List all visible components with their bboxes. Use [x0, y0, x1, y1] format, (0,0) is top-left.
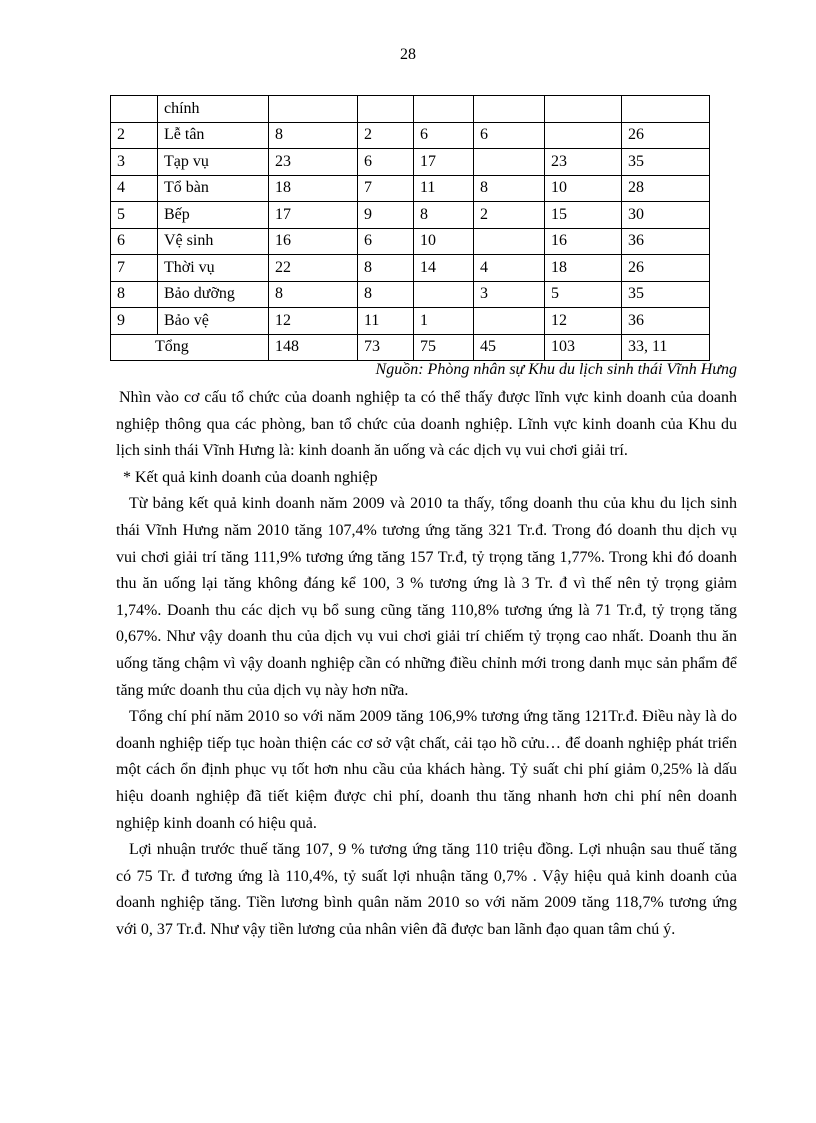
table-cell: 1 — [414, 308, 474, 335]
table-cell: 8 — [414, 202, 474, 229]
table-cell — [474, 96, 545, 123]
table-cell: 3 — [111, 149, 158, 176]
table-cell: 14 — [414, 255, 474, 282]
total-cell: 103 — [545, 334, 622, 361]
table-cell: 4 — [474, 255, 545, 282]
table-cell: 3 — [474, 281, 545, 308]
table-cell: 30 — [622, 202, 710, 229]
table-cell: 5 — [545, 281, 622, 308]
table-cell: 11 — [358, 308, 414, 335]
table-cell: 17 — [269, 202, 358, 229]
table-row — [111, 96, 710, 123]
table-cell — [414, 281, 474, 308]
table-cell: 7 — [111, 255, 158, 282]
staff-table-body — [111, 96, 710, 361]
table-cell: 35 — [622, 281, 710, 308]
table-cell: 8 — [474, 175, 545, 202]
table-cell — [474, 228, 545, 255]
table-cell: 6 — [111, 228, 158, 255]
table-cell: 2 — [474, 202, 545, 229]
total-cell: 75 — [414, 334, 474, 361]
table-cell: 18 — [545, 255, 622, 282]
table-cell: Bảo vệ — [158, 308, 269, 335]
table-cell: 22 — [269, 255, 358, 282]
table-cell: 36 — [622, 308, 710, 335]
table-cell: 12 — [545, 308, 622, 335]
table-cell — [622, 96, 710, 123]
table-cell: 6 — [414, 122, 474, 149]
table-cell: 2 — [111, 122, 158, 149]
table-cell: 35 — [622, 149, 710, 176]
table-cell: 26 — [622, 255, 710, 282]
table-cell — [414, 96, 474, 123]
table-cell — [111, 96, 158, 123]
table-row — [111, 228, 710, 255]
table-cell: Bếp — [158, 202, 269, 229]
table-cell: 8 — [358, 281, 414, 308]
table-row — [111, 175, 710, 202]
table-cell: 10 — [545, 175, 622, 202]
table-cell: 26 — [622, 122, 710, 149]
table-cell: Bảo dưỡng — [158, 281, 269, 308]
table-cell: 6 — [358, 228, 414, 255]
total-cell: 33, 11 — [622, 334, 710, 361]
table-cell: Thời vụ — [158, 255, 269, 282]
table-cell — [474, 308, 545, 335]
body-text — [116, 385, 737, 943]
table-cell: 15 — [545, 202, 622, 229]
table-cell: 7 — [358, 175, 414, 202]
page-number: 28 — [400, 46, 416, 63]
table-row — [111, 149, 710, 176]
paragraph-profit: Lợi nhuận trước thuế tăng 107, 9 % tương ứng tăng 110 triệu đồng. Lợi nhuận sau thuế tăng có 75 Tr. đ tương ứng là 110,4%, tỷ suất lợi nhuận tăng 0,7% . Vậy hiệu quả kinh doanh của doanh nghiệp tăng. Tiền lương bình quân năm 2010 so với năm 2009 tăng 118,7% tương ứng với 0, 37 Tr.đ. Như vậy tiền lương của nhân viên đã được ban lãnh đạo quan tâm chú ý. — [116, 841, 737, 938]
table-cell: 8 — [269, 122, 358, 149]
table-cell: 18 — [269, 175, 358, 202]
table-cell: Tạp vụ — [158, 149, 269, 176]
table-cell: 2 — [358, 122, 414, 149]
table-cell: 11 — [414, 175, 474, 202]
paragraph-costs: Tổng chí phí năm 2010 so với năm 2009 tăng 106,9% tương ứng tăng 121Tr.đ. Điều này là do doanh nghiệp tiếp tục hoàn thiện các cơ sở vật chất, cải tạo hồ cửu… để doanh nghiệp phát triển một cách ổn định phục vụ tốt hơn nhu cầu của khách hàng. Tỷ suất chi phí giảm 0,25% là dấu hiệu doanh nghiệp đã tiết kiệm được chi phí, doanh thu tăng nhanh hơn chi phí nên doanh nghiệp kinh doanh có hiệu quả. — [116, 708, 737, 832]
table-cell: 16 — [545, 228, 622, 255]
table-cell: 16 — [269, 228, 358, 255]
table-cell: 23 — [545, 149, 622, 176]
source-note: Nguồn: Phòng nhân sự Khu du lịch sinh thái Vĩnh Hưng — [375, 361, 737, 378]
section-heading-business-results: * Kết quả kinh doanh của doanh nghiệp — [123, 468, 378, 486]
table-row — [111, 255, 710, 282]
table-cell: 9 — [111, 308, 158, 335]
paragraph-revenue: Từ bảng kết quả kinh doanh năm 2009 và 2010 ta thấy, tổng doanh thu của khu du lịch sinh thái Vĩnh Hưng năm 2010 tăng 107,4% tương ứng tăng 321 Tr.đ. Trong đó doanh thu dịch vụ vui chơi giải trí tăng 111,9% tương ứng tăng 157 Tr.đ, tỷ trọng tăng 1,77%. Trong khi đó doanh thu ăn uống lại tăng không đáng kể 100, 3 % tương ứng là 3 Tr. đ vì thế nên tỷ trọng giảm 1,74%. Doanh thu các dịch vụ bổ sung cũng tăng 110,8% tương ứng là 71 Tr.đ, tỷ trọng tăng 0,67%. Như vậy doanh thu của dịch vụ vui chơi giải trí chiếm tỷ trọng cao nhất. Doanh thu ăn uống tăng chậm vì vậy doanh nghiệp cần có những điều chỉnh mới trong danh mục sản phẩm để tăng mức doanh thu của dịch vụ này hơn nữa. — [116, 495, 737, 699]
table-cell: 12 — [269, 308, 358, 335]
table-cell: 36 — [622, 228, 710, 255]
table-cell — [545, 122, 622, 149]
table-cell: 23 — [269, 149, 358, 176]
total-label: Tổng — [111, 334, 269, 361]
table-cell: 9 — [358, 202, 414, 229]
table-cell — [545, 96, 622, 123]
table-row — [111, 202, 710, 229]
table-cell: 6 — [474, 122, 545, 149]
table-cell: 5 — [111, 202, 158, 229]
staff-table — [110, 95, 710, 361]
table-row — [111, 308, 710, 335]
table-cell: Tổ bàn — [158, 175, 269, 202]
table-cell: Vệ sinh — [158, 228, 269, 255]
table-cell: 10 — [414, 228, 474, 255]
table-cell: 4 — [111, 175, 158, 202]
table-cell: 8 — [358, 255, 414, 282]
table-cell: 8 — [111, 281, 158, 308]
table-cell: chính — [158, 96, 269, 123]
total-cell: 45 — [474, 334, 545, 361]
table-cell: 28 — [622, 175, 710, 202]
paragraph-overview: Nhìn vào cơ cấu tổ chức của doanh nghiệp ta có thể thấy được lĩnh vực kinh doanh của doanh nghiệp thông qua các phòng, ban tổ chức của doanh nghiệp. Lĩnh vực kinh doanh của Khu du lịch sinh thái Vĩnh Hưng là: kinh doanh ăn uống và các dịch vụ vui chơi giải trí. — [116, 389, 737, 460]
table-cell: 17 — [414, 149, 474, 176]
table-row — [111, 281, 710, 308]
table-row — [111, 122, 710, 149]
table-cell — [358, 96, 414, 123]
table-cell — [474, 149, 545, 176]
total-cell: 148 — [269, 334, 358, 361]
table-cell — [269, 96, 358, 123]
table-cell: 6 — [358, 149, 414, 176]
total-cell: 73 — [358, 334, 414, 361]
table-total-row — [111, 334, 710, 361]
table-cell: Lễ tân — [158, 122, 269, 149]
table-cell: 8 — [269, 281, 358, 308]
